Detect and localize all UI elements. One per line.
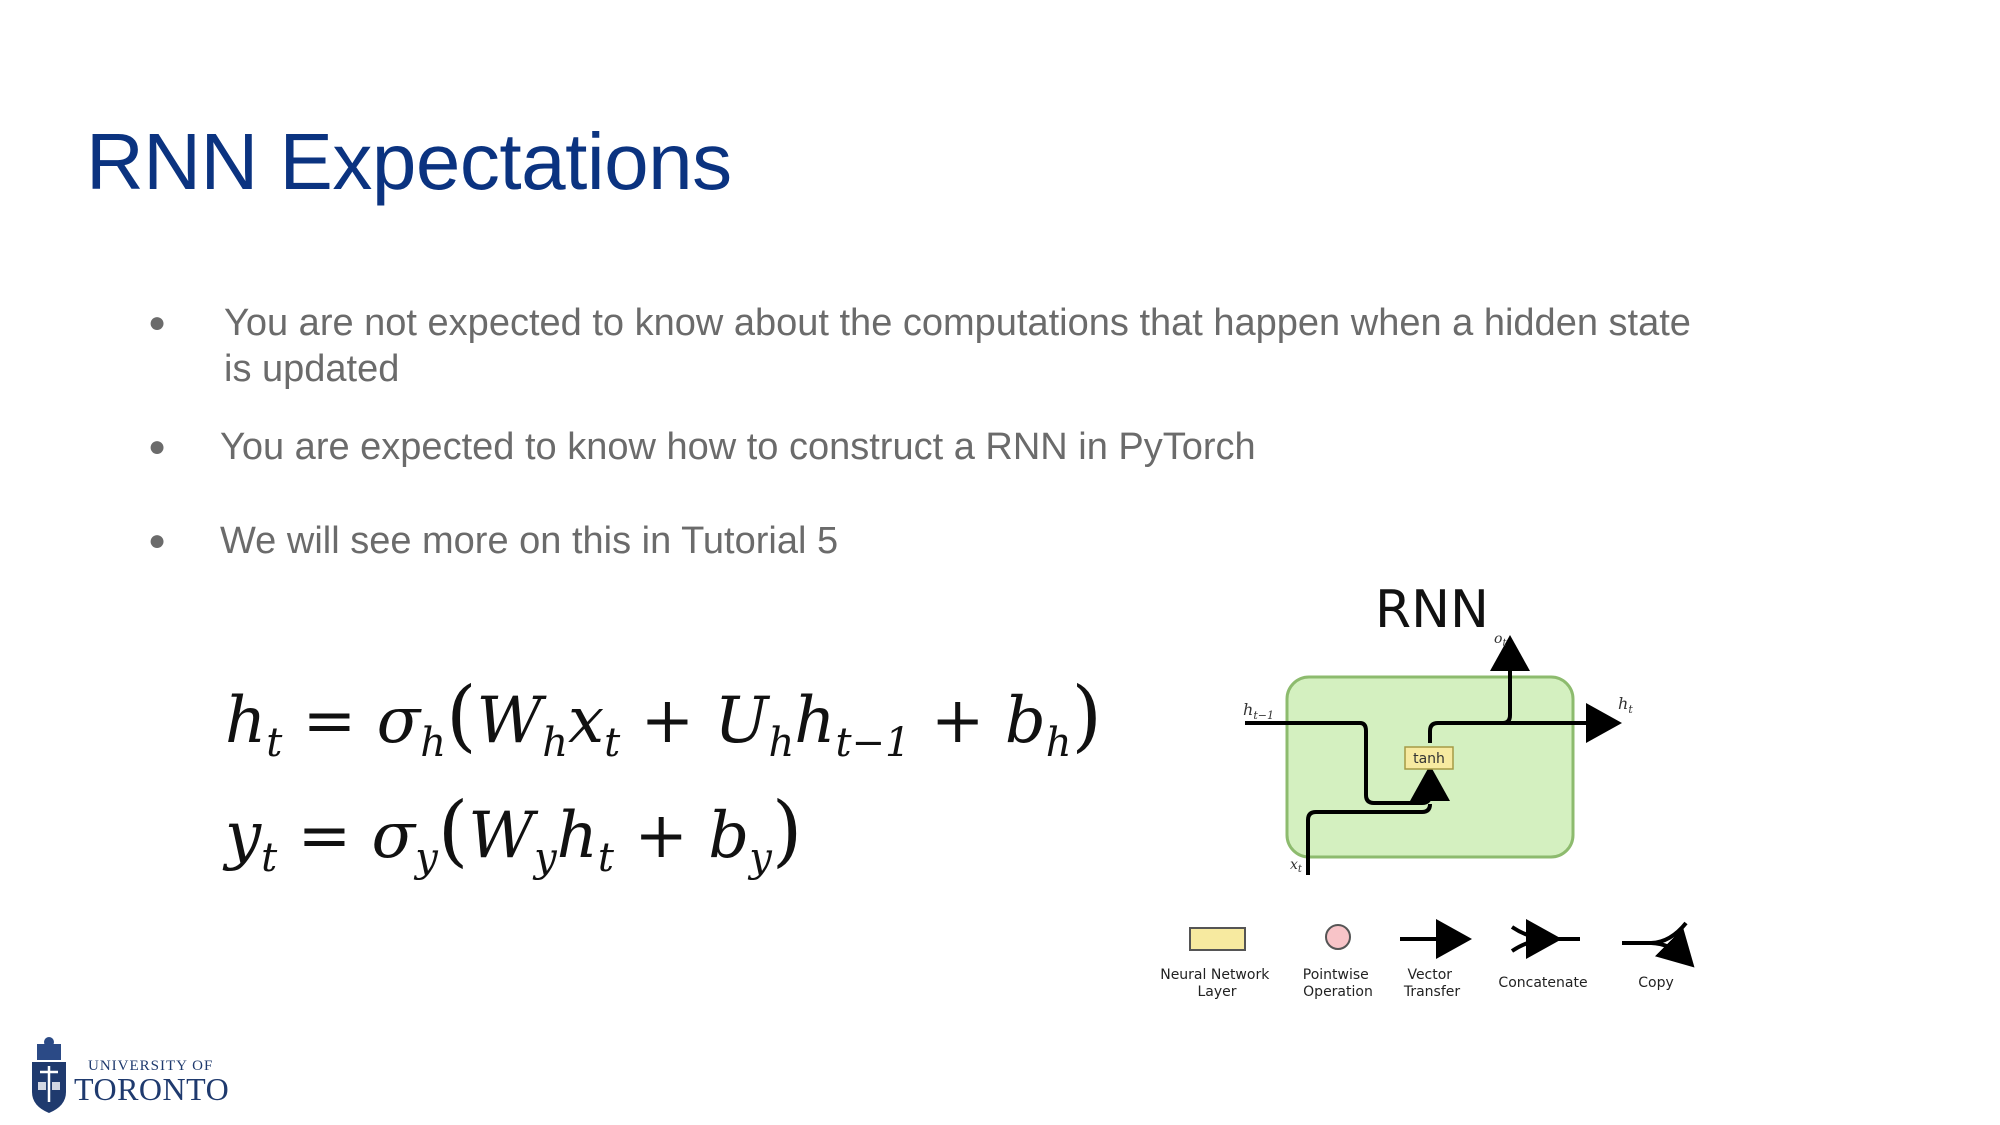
bullet-dot: ● (148, 524, 167, 557)
legend-nn-layer-label-2: Layer (1197, 984, 1237, 1000)
bullet-text: You are not expected to know about the computations that happen when a hidden state is updated (224, 302, 1691, 390)
label-hidden-in: $h_{t-1}$ (1243, 700, 1274, 722)
bullet-text: You are expected to know how to construct a RNN in PyTorch (220, 426, 1256, 468)
equation-hidden-state: $h_t = \sigma_h(W_hx_t + U_hh_{t-1} + b_h)$ (225, 671, 1102, 766)
legend-concatenate-icon (1512, 927, 1580, 951)
crest-icon (32, 1037, 66, 1113)
svg-text:Vector Transfer (1403, 967, 1461, 1000)
bullet-text: We will see more on this in Tutorial 5 (220, 520, 839, 562)
diagram-legend (1160, 923, 1686, 1000)
slide-title: RNN Expectations (86, 117, 732, 206)
diagram-title: RNN (1375, 580, 1489, 640)
rnn-equations (225, 672, 1102, 902)
svg-text:Pointwise Operation (1303, 967, 1373, 1000)
label-hidden-out: $h_t$ (1618, 694, 1633, 716)
legend-copy-icon (1622, 923, 1686, 959)
legend-vector-label-2: Transfer (1403, 984, 1461, 1000)
legend-copy-label: Copy (1638, 975, 1674, 991)
legend-nn-layer-label-1: Neural Network (1160, 967, 1270, 983)
rnn-cell-diagram (1160, 565, 1720, 1025)
legend-pointwise-icon (1326, 925, 1350, 949)
legend-pointwise-label-1: Pointwise (1302, 967, 1369, 983)
legend-nn-layer-icon (1190, 928, 1245, 950)
university-logo (28, 1036, 258, 1116)
svg-text:Neural Network Layer (1160, 967, 1274, 1000)
logo-toronto: TORONTO (74, 1071, 230, 1107)
legend-concatenate-label: Concatenate (1498, 975, 1588, 991)
bullet-dot: ● (148, 430, 167, 463)
equation-output: $y_t = \sigma_y(W_yh_t + b_y)$ (225, 786, 803, 881)
tanh-label: tanh (1413, 751, 1445, 767)
bullet-dot: ● (148, 306, 167, 339)
legend-vector-label-1: Vector (1407, 967, 1453, 983)
label-output: $o_t$ (1494, 631, 1507, 649)
label-input: $x_t$ (1290, 857, 1302, 875)
logo-university-of: UNIVERSITY OF (88, 1058, 214, 1074)
legend-pointwise-label-2: Operation (1303, 984, 1373, 1000)
